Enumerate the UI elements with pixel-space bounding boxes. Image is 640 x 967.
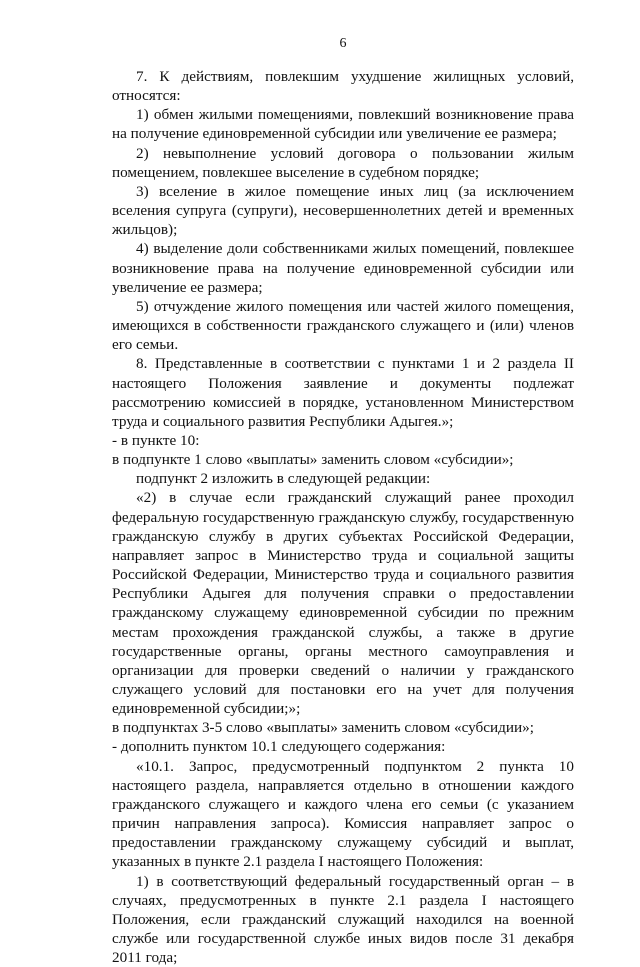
paragraph: 5) отчуждение жилого помещения или частей жилого помещения, имеющихся в собственности гражданского служащего и (или) членов его семьи. [112, 297, 574, 354]
paragraph: 8. Представленные в соответствии с пунктами 1 и 2 раздела II настоящего Положения заявление и документы подлежат рассмотрению комиссией в порядке, установленном Министерством труда и социального развития Республики Адыгея.»; [112, 355, 574, 430]
paragraph: - дополнить пунктом 10.1 следующего содержания: [112, 738, 446, 756]
page-number: 6 [339, 36, 347, 51]
paragraph: 4) выделение доли собственниками жилых помещений, повлекшее возникновение права на получение единовременной субсидии или увеличение ее размера; [112, 240, 574, 296]
paragraph: 2) невыполнение условий договора о пользовании жилым помещением, повлекшее выселение в судебном порядке; [112, 144, 574, 181]
paragraph: 3) вселение в жилое помещение иных лиц (за исключением вселения супруга (супруги), несовершеннолетних детей и временных жильцов); [112, 182, 574, 239]
paragraph: - в пункте 10: [112, 431, 200, 449]
paragraph: подпункт 2 изложить в следующей редакции: [136, 470, 431, 488]
paragraph: «10.1. Запрос, предусмотренный подпунктом 2 пункта 10 настоящего раздела, направляется отдельно в отношении каждого гражданского служащего и каждого члена его семьи (с указанием причин направления запроса). Комиссия направляет запрос о предоставлении гражданскому служащему субсидий и выплат, указанных в пункте 2.1 раздела I настоящего Положения: [112, 757, 574, 871]
paragraph: в подпункте 1 слово «выплаты» заменить словом «субсидии»; [112, 451, 514, 469]
paragraph: 1) в соответствующий федеральный государственный орган – в случаях, предусмотренных в пункте 2.1 раздела I настоящего Положения, если гражданский служащий находился на военной службе или государственной службе иных видов после 31 декабря 2011 года; [112, 872, 574, 967]
paragraph: в подпунктах 3-5 слово «выплаты» заменить словом «субсидии»; [112, 719, 534, 737]
paragraph: 7. К действиям, повлекшим ухудшение жилищных условий, относятся: [112, 68, 574, 105]
paragraph: 1) обмен жилыми помещениями, повлекший возникновение права на получение единовременной субсидии или увеличение ее размера; [112, 106, 574, 143]
paragraph: «2) в случае если гражданский служащий ранее проходил федеральную государственную гражданскую службу, государственную гражданскую службу в других субъектах Российской Федерации, направляет запрос в Министерство труда и социальной защиты Российской Федерации, Министерство труда и социального развития Республики Адыгея для получения справки о предоставлении гражданскому служащему единовременной субсидии по прежним местам прохождения гражданской службы, а также в другие государственные органы, органы местного самоуправления и организации для проверки сведений о наличии у гражданского служащего условий для постановки его на учет для получения единовременной субсидии;»; [112, 489, 574, 718]
document-body [112, 67, 574, 967]
